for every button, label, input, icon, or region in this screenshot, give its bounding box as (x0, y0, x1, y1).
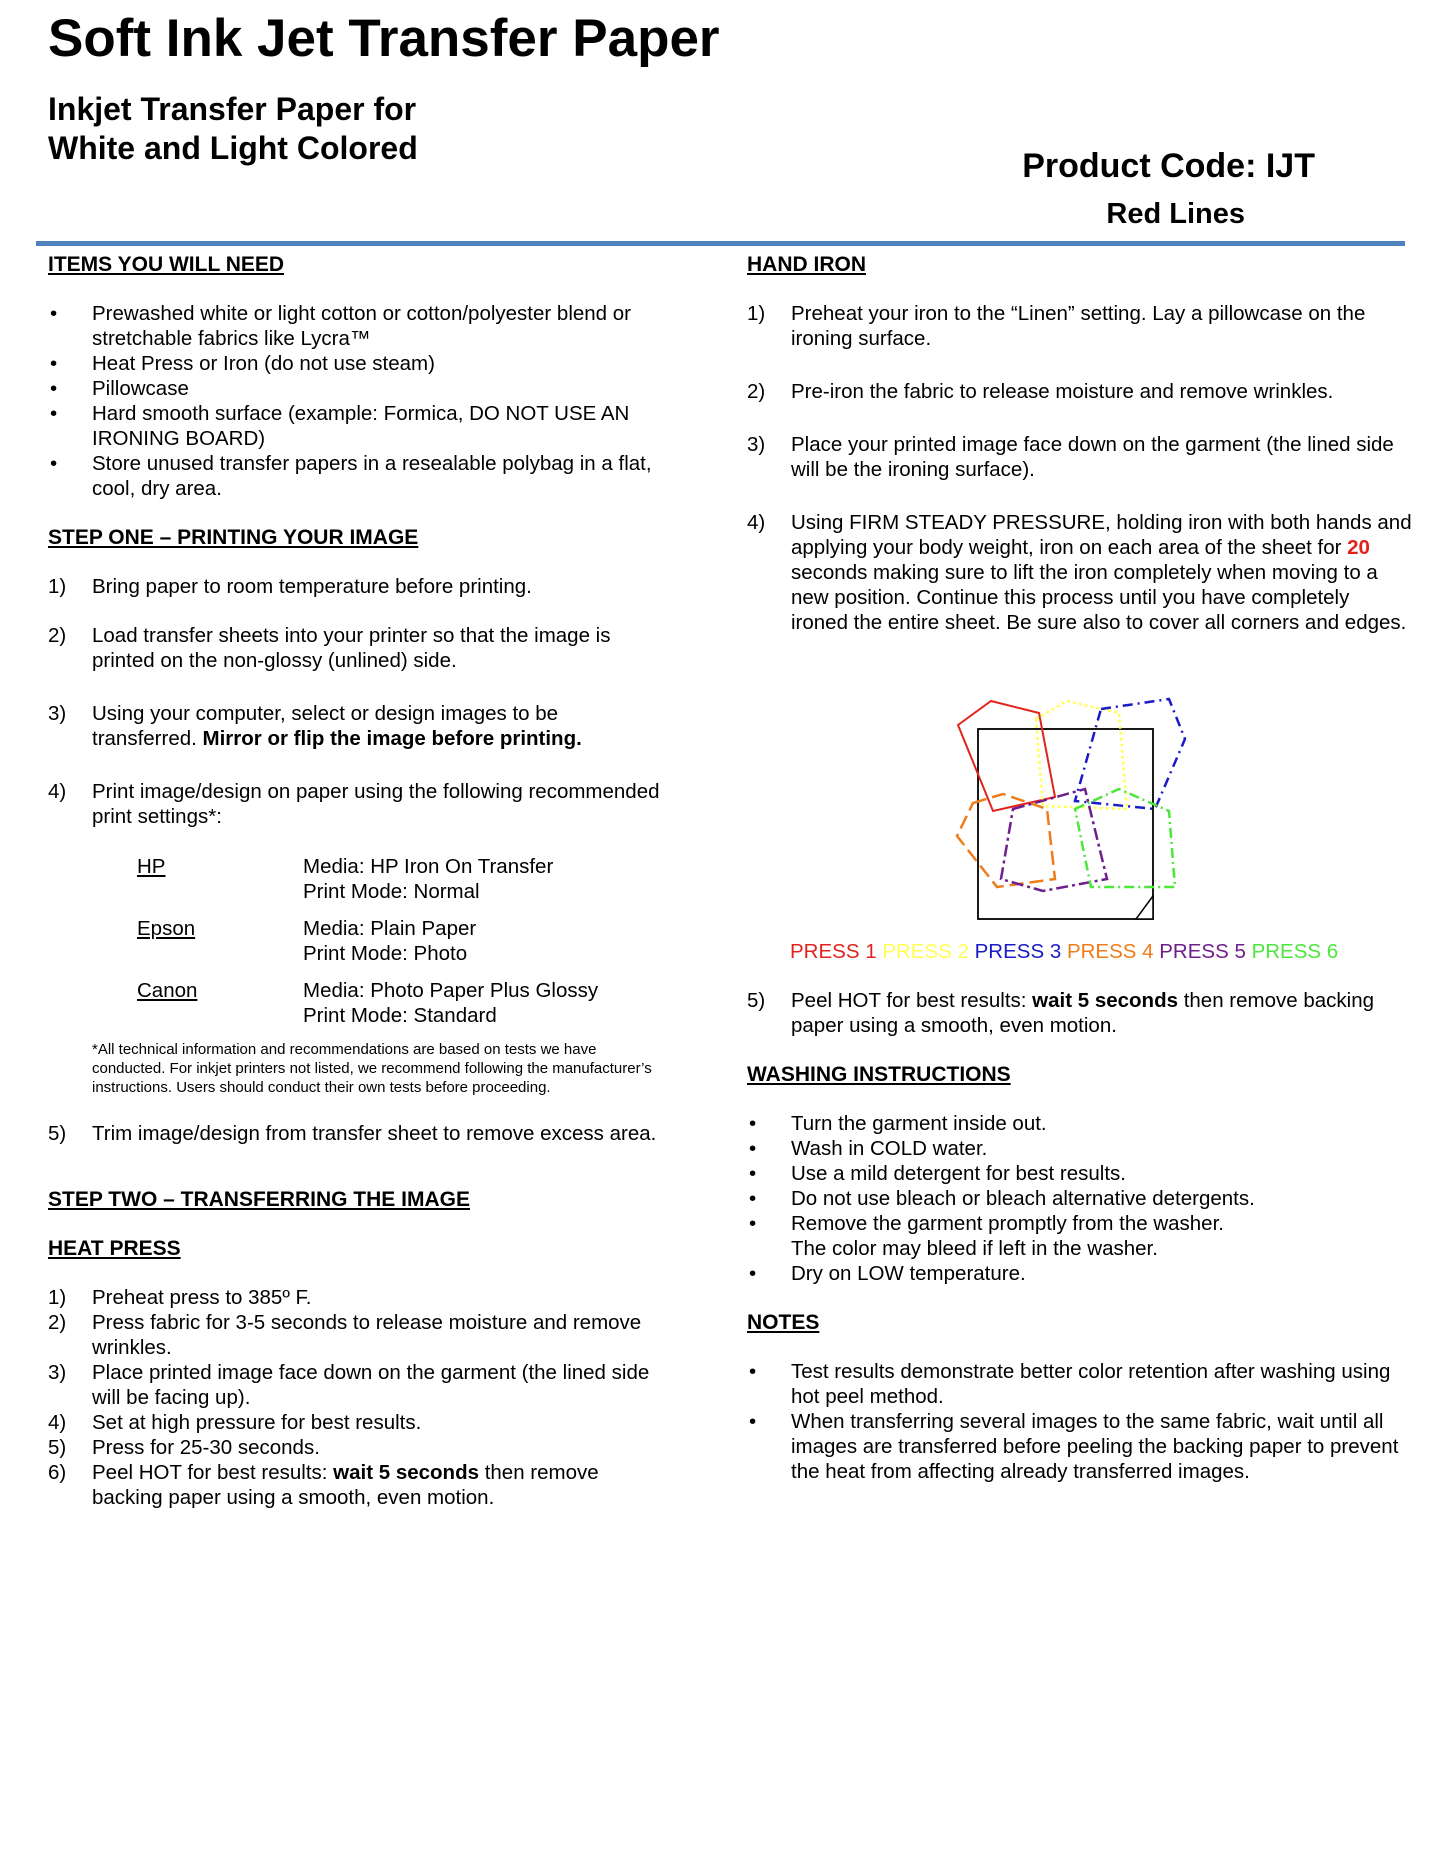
press-area-3-outline (1075, 699, 1185, 809)
list-item: • Wash in COLD water. (747, 1136, 1412, 1161)
step-text: then remove backing paper using a smooth, even motion. (92, 1461, 599, 1509)
list-item: • Use a mild detergent for best results. (747, 1161, 1412, 1186)
step-text: Set at high pressure for best results. (92, 1411, 422, 1434)
step-text: Using FIRM STEADY PRESSURE, holding iron with both hands and applying your body weight, iron on each area of the sheet for (791, 511, 1412, 559)
step-number: 1) (747, 302, 766, 325)
step-number: 5) (48, 1436, 67, 1459)
step-one-list (48, 574, 668, 829)
printer-media: Media: Photo Paper Plus Glossy (303, 979, 599, 1002)
step-number: 4) (48, 1411, 67, 1434)
step-number: 3) (747, 433, 766, 456)
list-item (48, 1360, 668, 1410)
step-number: 1) (48, 1286, 67, 1309)
step-one-list-cont (48, 1121, 668, 1146)
step-text-emphasis: wait 5 seconds (333, 1461, 479, 1484)
list-item (747, 432, 1412, 482)
list-item (48, 779, 668, 829)
printer-row-epson (137, 916, 668, 966)
step-number: 3) (48, 702, 67, 725)
step-text: Load transfer sheets into your printer so that the image is printed on the non-glossy (unlined) side. (92, 624, 611, 672)
printer-settings (303, 978, 598, 1028)
printer-mode: Print Mode: Normal (303, 880, 480, 903)
product-variant: Red Lines (1106, 198, 1245, 230)
washing-heading: WASHING INSTRUCTIONS (747, 1063, 1011, 1086)
step-text: Bring paper to room temperature before printing. (92, 575, 532, 598)
list-item (747, 510, 1412, 635)
printer-row-hp (137, 854, 668, 904)
list-item: • Heat Press or Iron (do not use steam) (48, 351, 668, 376)
step-number: 1) (48, 575, 67, 598)
step-number: 2) (747, 380, 766, 403)
list-item (48, 701, 668, 751)
press-order-legend (790, 939, 1412, 964)
step-number: 2) (48, 1311, 67, 1334)
printer-name: Canon (137, 979, 198, 1002)
step-one-heading: STEP ONE – PRINTING YOUR IMAGE (48, 526, 419, 549)
list-item: • Turn the garment inside out. (747, 1111, 1412, 1136)
step-text: Pre-iron the fabric to release moisture and remove wrinkles. (791, 380, 1334, 403)
step-text: Using your computer, select or design images to be transferred. (92, 702, 559, 750)
step-two-heading: STEP TWO – TRANSFERRING THE IMAGE (48, 1188, 470, 1211)
step-text: Press for 25-30 seconds. (92, 1436, 320, 1459)
step-number: 3) (48, 1361, 67, 1384)
press-label-5: PRESS 5 (1159, 940, 1246, 963)
step-text: Print image/design on paper using the following recommended print settings*: (92, 780, 660, 828)
step-number: 2) (48, 624, 67, 647)
step-text: Preheat press to 385º F. (92, 1286, 312, 1309)
list-item: • Do not use bleach or bleach alternative detergents. (747, 1186, 1412, 1211)
left-column (48, 252, 668, 1510)
subtitle-line-2: White and Light Colored (48, 130, 418, 166)
printer-media: Media: Plain Paper (303, 917, 477, 940)
step-text-emphasis: Mirror or flip the image before printing. (202, 727, 582, 750)
subtitle-line-1: Inkjet Transfer Paper for (48, 91, 417, 127)
printer-settings (303, 916, 476, 966)
list-item (48, 623, 668, 673)
list-item: • Store unused transfer papers in a resealable polybag in a flat, cool, dry area. (48, 451, 668, 501)
document-title: Soft Ink Jet Transfer Paper (48, 9, 720, 68)
hand-iron-list-cont (747, 988, 1412, 1038)
printer-name: HP (137, 855, 166, 878)
step-number: 4) (747, 511, 766, 534)
step-text: Peel HOT for best results: (92, 1461, 334, 1484)
list-item: • When transferring several images to the same fabric, wait until all images are transferred before peeling the backing paper to prevent the heat from affecting already transferred images. (747, 1409, 1412, 1484)
step-text: Place printed image face down on the garment (the lined side will be facing up). (92, 1361, 650, 1409)
wash-text: The color may bleed if left in the washer. (791, 1237, 1158, 1260)
sheet-corner-curl (1136, 896, 1153, 919)
step-text: Press fabric for 3-5 seconds to release moisture and remove wrinkles. (92, 1311, 642, 1359)
header-divider (36, 241, 1405, 246)
step-text: Place your printed image face down on the garment (the lined side will be the ironing surface). (791, 433, 1394, 481)
hand-iron-list (747, 301, 1412, 635)
step-number: 4) (48, 780, 67, 803)
printer-row-canon (137, 978, 668, 1028)
step-number: 5) (747, 989, 766, 1012)
ironing-pattern-diagram (943, 691, 1193, 926)
wash-text: Remove the garment promptly from the washer. (791, 1212, 1224, 1235)
step-text-emphasis: wait 5 seconds (1032, 989, 1178, 1012)
items-list (48, 301, 668, 501)
step-text: Trim image/design from transfer sheet to remove excess area. (92, 1122, 657, 1145)
transfer-sheet-shape (978, 729, 1153, 919)
printer-media: Media: HP Iron On Transfer (303, 855, 554, 878)
printer-name: Epson (137, 917, 196, 940)
step-text: then remove backing paper using a smooth, even motion. (791, 989, 1375, 1037)
list-item (747, 301, 1412, 351)
list-item (48, 1460, 668, 1510)
step-number: 5) (48, 1122, 67, 1145)
list-item (48, 1435, 668, 1460)
washing-list (747, 1111, 1412, 1286)
heat-press-heading: HEAT PRESS (48, 1237, 181, 1260)
items-heading: ITEMS YOU WILL NEED (48, 253, 285, 276)
list-item: • Hard smooth surface (example: Formica, DO NOT USE AN IRONING BOARD) (48, 401, 668, 451)
list-item: • Test results demonstrate better color retention after washing using hot peel method. (747, 1359, 1412, 1409)
printer-mode: Print Mode: Standard (303, 1004, 497, 1027)
list-item: • Dry on LOW temperature. (747, 1261, 1412, 1286)
right-column (747, 252, 1412, 1484)
step-text: Peel HOT for best results: (791, 989, 1033, 1012)
list-item (48, 1310, 668, 1360)
step-text: Preheat your iron to the “Linen” setting. Lay a pillowcase on the ironing surface. (791, 302, 1366, 350)
press-label-4: PRESS 4 (1066, 940, 1154, 963)
list-item (48, 1121, 668, 1146)
printer-settings (303, 854, 553, 904)
notes-list (747, 1359, 1412, 1484)
press-area-1-outline (958, 701, 1055, 811)
step-text: seconds making sure to lift the iron completely when moving to a new position. Continue this process until you have completely ironed the entire sheet. Be sure also to cover all corners and edges. (791, 561, 1407, 634)
notes-heading: NOTES (747, 1311, 820, 1334)
press-label-6: PRESS 6 (1251, 940, 1339, 963)
list-item: • Prewashed white or light cotton or cotton/polyester blend or stretchable fabrics like Lycra™ (48, 301, 668, 351)
step-number: 6) (48, 1461, 67, 1484)
list-item (48, 1410, 668, 1435)
list-item (48, 574, 668, 599)
seconds-highlight: 20 (1347, 536, 1370, 559)
printer-settings-table (137, 854, 668, 1028)
list-item (48, 1285, 668, 1310)
heat-press-list (48, 1285, 668, 1510)
product-code: Product Code: IJT (1022, 147, 1315, 185)
document-subtitle (48, 90, 418, 168)
list-item (747, 1211, 1412, 1261)
list-item: • Pillowcase (48, 376, 668, 401)
press-label-2: PRESS 2 (882, 940, 969, 963)
press-label-1: PRESS 1 (790, 940, 877, 963)
print-settings-footnote: *All technical information and recommendations are based on tests we have conducted. For inkjet printers not listed, we recommend following the manufacturer’s instructions. Users should conduct their own tests before proceeding. (92, 1041, 652, 1096)
list-item (747, 988, 1412, 1038)
press-label-3: PRESS 3 (974, 940, 1062, 963)
hand-iron-heading: HAND IRON (747, 253, 866, 276)
press-area-6-outline (1075, 789, 1175, 887)
list-item (747, 379, 1412, 404)
printer-mode: Print Mode: Photo (303, 942, 468, 965)
